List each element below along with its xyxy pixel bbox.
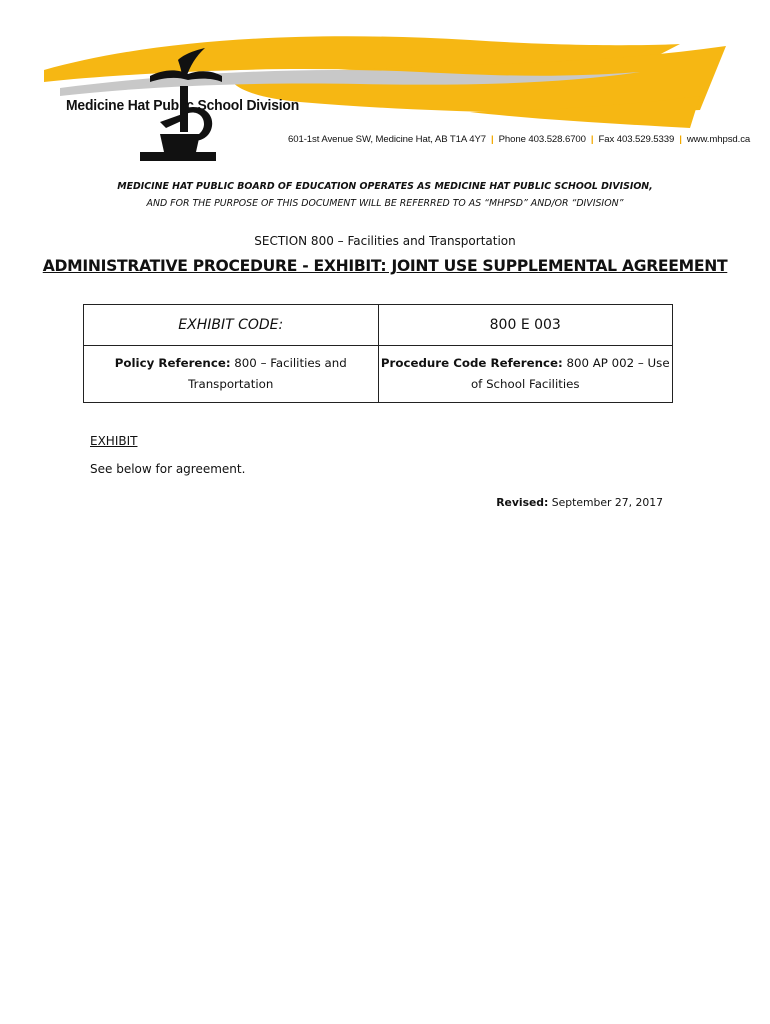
procedure-reference-value: 800 AP 002 – Use of School Facilities xyxy=(470,356,670,391)
exhibit-code-value: 800 E 003 xyxy=(378,305,673,346)
intro-line-1: MEDICINE HAT PUBLIC BOARD OF EDUCATION OPERATES AS MEDICINE HAT PUBLIC SCHOOL DIVISION, xyxy=(117,181,653,192)
document-title: ADMINISTRATIVE PROCEDURE - EXHIBIT: JOINT USE SUPPLEMENTAL AGREEMENT xyxy=(42,257,728,275)
website-link[interactable]: www.mhpsd.ca xyxy=(686,134,751,145)
exhibit-text: See below for agreement. xyxy=(90,462,246,476)
exhibit-code-label: EXHIBIT CODE: xyxy=(84,305,379,346)
exhibit-heading: EXHIBIT xyxy=(90,434,138,448)
procedure-reference-label: Procedure Code Reference: xyxy=(380,356,563,370)
letterhead-graphic xyxy=(0,0,770,180)
table-row xyxy=(84,346,673,403)
organization-name: Medicine Hat Public School Division xyxy=(66,98,300,114)
revised-date: September 27, 2017 xyxy=(551,496,663,509)
contact-info xyxy=(288,134,750,145)
exhibit-info-table xyxy=(83,304,673,403)
revised-label: Revised: xyxy=(496,496,549,509)
procedure-reference-cell xyxy=(378,346,673,403)
separator: | xyxy=(679,134,682,145)
address-text: 601-1st Avenue SW, Medicine Hat, AB T1A 4Y7 xyxy=(288,134,487,145)
section-heading: SECTION 800 – Facilities and Transportation xyxy=(254,234,516,248)
revised-date-line xyxy=(496,496,663,509)
separator: | xyxy=(590,134,594,145)
fax-text: Fax 403.529.5339 xyxy=(598,134,675,145)
separator: | xyxy=(491,134,494,145)
policy-reference-label: Policy Reference: xyxy=(114,356,231,370)
intro-line-2: AND FOR THE PURPOSE OF THIS DOCUMENT WILL BE REFERRED TO AS “MHPSD” AND/OR “DIVISION” xyxy=(146,198,624,209)
table-row xyxy=(84,305,673,346)
policy-reference-value: 800 – Facilities and Transportation xyxy=(188,356,347,391)
policy-reference-cell xyxy=(84,346,379,403)
phone-text: Phone 403.528.6700 xyxy=(498,134,586,145)
